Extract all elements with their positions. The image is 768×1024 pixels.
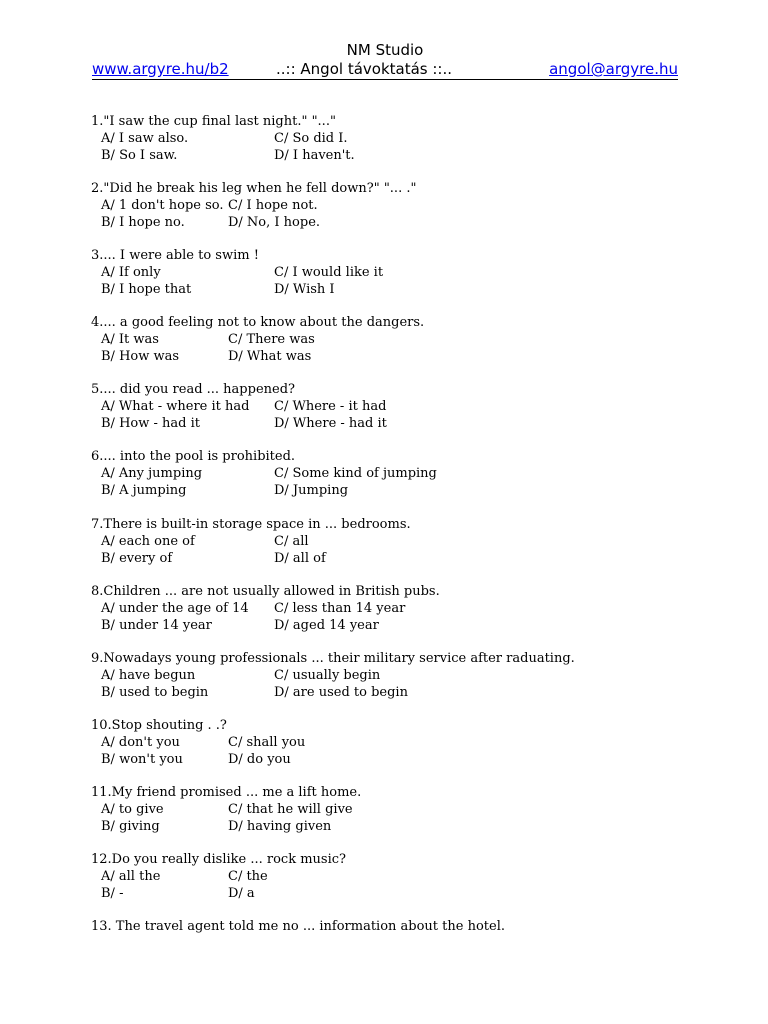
question-5 — [91, 381, 691, 448]
option-d: D/ I haven't. — [274, 148, 355, 163]
option-b: B/ How - had it — [101, 416, 200, 432]
question-4 — [91, 314, 691, 381]
option-b: B/ I hope that — [101, 282, 192, 298]
option-c: C/ shall you — [228, 734, 306, 750]
option-a: A/ What - where it had — [101, 399, 250, 415]
option-a: A/ 1 don't hope so. — [101, 198, 224, 214]
page-title: NM Studio — [346, 41, 424, 59]
question-text: 11.My friend promised ... me a lift home. — [91, 784, 362, 800]
question-6 — [91, 448, 691, 515]
option-a: A/ don't you — [101, 734, 180, 750]
question-text: 10.Stop shouting . .? — [91, 717, 227, 733]
option-d: D/ What was — [228, 349, 312, 365]
option-c: C/ all — [274, 533, 309, 549]
email-link[interactable]: angol@argyre.hu — [549, 60, 678, 78]
option-c: C/ the — [228, 869, 268, 885]
option-d: D/ are used to begin — [274, 684, 408, 700]
page-header — [92, 41, 678, 80]
option-d: D/ aged 14 year — [274, 617, 379, 633]
question-8 — [91, 583, 691, 650]
option-d: D/ No, I hope. — [228, 215, 321, 231]
option-a: A/ have begun — [101, 667, 196, 683]
option-d: D/ having given — [228, 818, 332, 834]
option-b: B/ every of — [101, 550, 173, 566]
option-c: C/ usually begin — [274, 667, 381, 683]
option-b: B/ So I saw. — [101, 148, 178, 163]
question-13 — [91, 918, 691, 985]
question-text: 2."Did he break his leg when he fell down?" "... ." — [91, 181, 417, 197]
question-10 — [91, 717, 691, 784]
question-12 — [91, 851, 691, 918]
question-list — [91, 113, 691, 985]
option-c: C/ There was — [228, 332, 315, 348]
option-b: B/ used to begin — [101, 684, 209, 700]
question-1 — [91, 113, 691, 180]
question-7 — [91, 516, 691, 583]
option-a: A/ under the age of 14 — [101, 600, 249, 616]
option-c: C/ So did I. — [274, 131, 348, 146]
question-text: 4.... a good feeling not to know about the dangers. — [91, 315, 425, 331]
option-a: A/ If only — [101, 265, 161, 281]
site-link[interactable]: www.argyre.hu/b2 — [92, 60, 229, 78]
option-d: D/ Jumping — [274, 483, 349, 499]
option-b: B/ - — [101, 886, 124, 902]
question-text: 1."I saw the cup final last night." "..." — [91, 114, 336, 129]
option-d: D/ do you — [228, 751, 291, 767]
option-b: B/ giving — [101, 818, 160, 834]
option-b: B/ I hope no. — [101, 215, 185, 231]
option-c: C/ Some kind of jumping — [274, 466, 437, 482]
option-b: B/ A jumping — [101, 483, 187, 499]
option-b: B/ How was — [101, 349, 180, 365]
option-d: D/ Wish I — [274, 282, 335, 298]
option-b: B/ under 14 year — [101, 617, 212, 633]
option-a: A/ I saw also. — [101, 131, 189, 146]
option-a: A/ all the — [101, 869, 161, 885]
option-a: A/ It was — [101, 332, 159, 348]
header-tagline: ..:: Angol távoktatás ::.. — [276, 60, 453, 78]
option-c: C/ I would like it — [274, 265, 384, 281]
question-text: 13. The travel agent told me no ... information about the hotel. — [91, 919, 505, 935]
option-c: C/ Where - it had — [274, 399, 387, 415]
option-d: D/ a — [228, 886, 255, 902]
question-11 — [91, 784, 691, 851]
option-c: C/ less than 14 year — [274, 600, 406, 616]
option-a: A/ Any jumping — [101, 466, 203, 482]
option-d: D/ all of — [274, 550, 326, 566]
option-c: C/ I hope not. — [228, 198, 318, 214]
option-d: D/ Where - had it — [274, 416, 387, 432]
option-b: B/ won't you — [101, 751, 183, 767]
option-a: A/ each one of — [101, 533, 195, 549]
header-links-row — [92, 59, 678, 80]
option-a: A/ to give — [101, 801, 164, 817]
question-text: 5.... did you read ... happened? — [91, 382, 296, 398]
question-text: 7.There is built-in storage space in ... bedrooms. — [91, 516, 411, 532]
question-text: 8.Children ... are not usually allowed in British pubs. — [91, 583, 440, 599]
question-text: 12.Do you really dislike ... rock music? — [91, 852, 346, 868]
question-text: 3.... I were able to swim ! — [91, 248, 259, 264]
question-9 — [91, 650, 691, 717]
question-2 — [91, 180, 691, 247]
question-3 — [91, 247, 691, 314]
question-text: 6.... into the pool is prohibited. — [91, 449, 296, 465]
option-c: C/ that he will give — [228, 801, 353, 817]
question-text: 9.Nowadays young professionals ... their military service after raduating. — [91, 650, 575, 666]
